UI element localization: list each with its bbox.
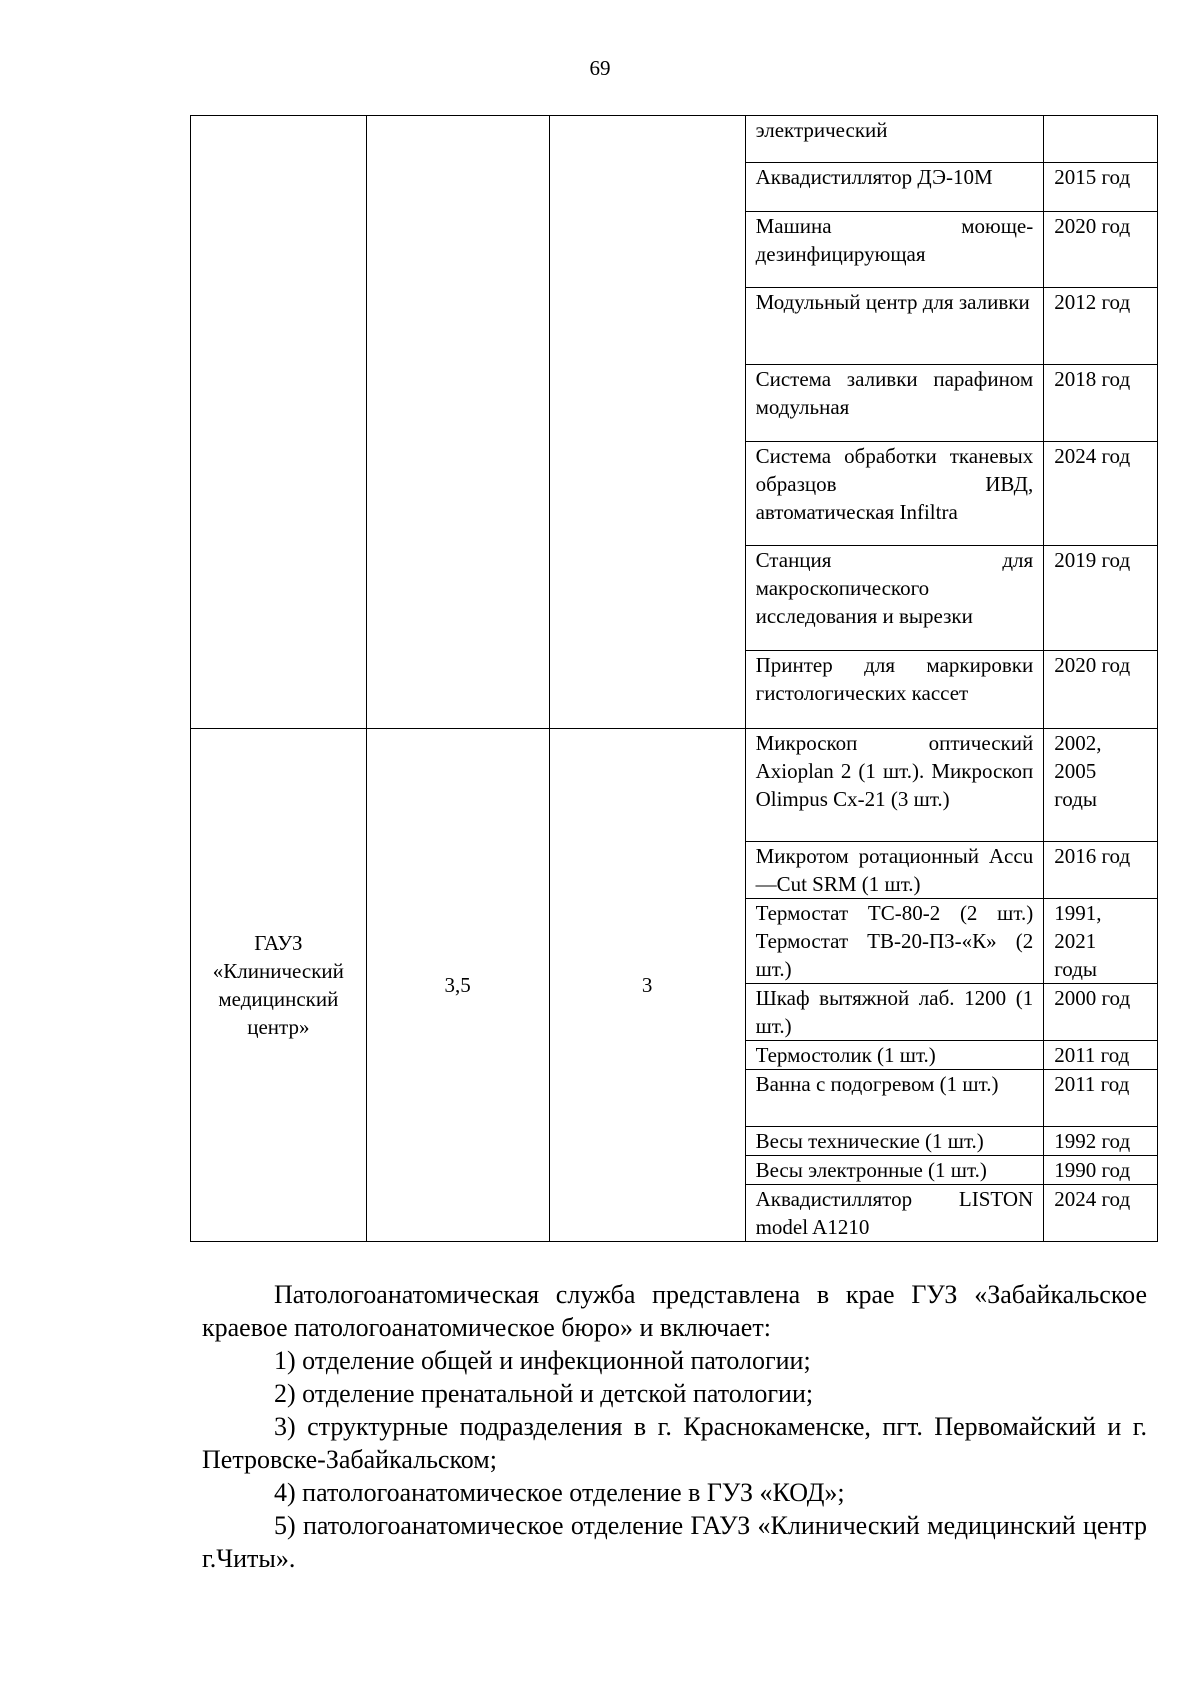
equipment-year: 1990 год: [1044, 1156, 1158, 1185]
equipment-name: Шкаф вытяжной лаб. 1200 (1 шт.): [745, 984, 1044, 1041]
equipment-year: 2020 год: [1044, 651, 1158, 729]
equipment-year: 2018 год: [1044, 365, 1158, 442]
table-row: [191, 116, 1158, 163]
list-item: 1) отделение общей и инфекционной патологии;: [274, 1346, 811, 1375]
equipment-year: 2019 год: [1044, 546, 1158, 651]
equipment-name: Аквадистиллятор LISTON model A1210: [745, 1185, 1044, 1242]
equipment-name: Термостат ТС-80-2 (2 шт.) Термостат ТВ-20-ПЗ-«К» (2 шт.): [745, 899, 1044, 984]
equipment-name: Микротом ротационный Accu—Cut SRM (1 шт.): [745, 842, 1044, 899]
equipment-year: 2012 год: [1044, 288, 1158, 365]
equipment-name: Ванна с подогревом (1 шт.): [745, 1070, 1044, 1127]
equipment-year: 2011 год: [1044, 1041, 1158, 1070]
equipment-year: [1044, 116, 1158, 163]
equipment-table: [190, 115, 1158, 1242]
intro-paragraph: Патологоанатомическая служба представлена в крае ГУЗ «Забайкальское краевое патологоанатомическое бюро» и включает:: [202, 1280, 1147, 1342]
staff-rate-value: 3,5: [366, 729, 549, 1242]
page-number: 69: [589, 56, 611, 80]
equipment-year: 2016 год: [1044, 842, 1158, 899]
list-item: 2) отделение пренатальной и детской патологии;: [274, 1379, 814, 1408]
equipment-year: 2020 год: [1044, 212, 1158, 288]
table-row: [191, 729, 1158, 842]
list-item: 4) патологоанатомическое отделение в ГУЗ «КОД»;: [274, 1478, 845, 1507]
equipment-year: 2015 год: [1044, 163, 1158, 212]
body-text: [202, 1278, 1147, 1575]
equipment-name: Термостолик (1 шт.): [745, 1041, 1044, 1070]
staff-count-value: 3: [549, 729, 745, 1242]
staff-cell-empty: [366, 116, 549, 729]
equipment-year: 2024 год: [1044, 442, 1158, 546]
equipment-name: Система обработки тканевых образцов ИВД, автоматическая Infiltra: [745, 442, 1044, 546]
count-cell-empty: [549, 116, 745, 729]
equipment-name: Принтер для маркировки гистологических кассет: [745, 651, 1044, 729]
equipment-year: 2000 год: [1044, 984, 1158, 1041]
equipment-name: Аквадистиллятор ДЭ-10М: [745, 163, 1044, 212]
list-item: 3) структурные подразделения в г. Краснокаменске, пгт. Первомайский и г. Петровске-Забайкальском;: [202, 1412, 1147, 1474]
equipment-year: 1991, 2021 годы: [1044, 899, 1158, 984]
org-cell-empty: [191, 116, 367, 729]
equipment-name: Весы технические (1 шт.): [745, 1127, 1044, 1156]
equipment-name: Система заливки парафином модульная: [745, 365, 1044, 442]
equipment-name: Микроскоп оптический Axioplan 2 (1 шт.). Микроскоп Olimpus Cx-21 (3 шт.): [745, 729, 1044, 842]
equipment-year: 2024 год: [1044, 1185, 1158, 1242]
equipment-name: электрический: [745, 116, 1044, 163]
equipment-year: 2002, 2005 годы: [1044, 729, 1158, 842]
equipment-name: Модульный центр для заливки: [745, 288, 1044, 365]
equipment-year: 1992 год: [1044, 1127, 1158, 1156]
equipment-year: 2011 год: [1044, 1070, 1158, 1127]
list-item: 5) патологоанатомическое отделение ГАУЗ «Клинический медицинский центр г.Читы».: [202, 1511, 1147, 1573]
equipment-name: Станция для макроскопического исследования и вырезки: [745, 546, 1044, 651]
equipment-name: Весы электронные (1 шт.): [745, 1156, 1044, 1185]
equipment-name: Машина моюще-дезинфицирующая: [745, 212, 1044, 288]
organization-name: ГАУЗ «Клинический медицинский центр»: [191, 729, 367, 1242]
